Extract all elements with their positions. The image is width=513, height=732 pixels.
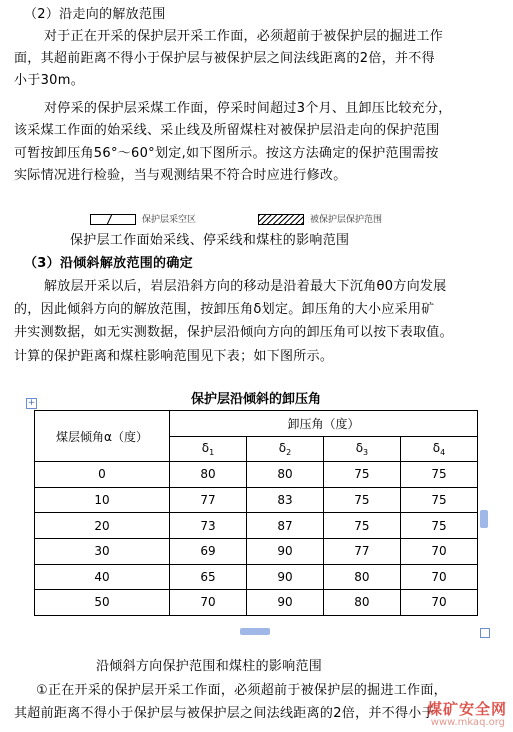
para3-line2: 的，因此倾斜方向的解放范围，按卸压角δ划定。卸压角的大小应采用矿 [14, 302, 435, 317]
table-row [35, 513, 478, 539]
para1-line3: 小于30m。 [14, 73, 85, 88]
table-resize-bottom-handle[interactable] [240, 628, 270, 635]
table-cell: 77 [170, 487, 247, 513]
table-cell: 75 [323, 462, 400, 488]
site-watermark: 煤矿安全网 [426, 700, 507, 718]
table-cell: 90 [246, 590, 323, 616]
para2-line4: 实际情况进行检验，当与观测结果不符合时应进行修改。 [14, 168, 347, 183]
table-row [35, 590, 478, 616]
table-cell: 75 [323, 487, 400, 513]
legend-protected: 被保护层保护范围 [258, 212, 382, 226]
table-move-handle-icon[interactable]: + [27, 398, 36, 408]
table-cell: 80 [170, 462, 247, 488]
table-cell: 75 [400, 462, 477, 488]
table-cell: 87 [246, 513, 323, 539]
legend-goaf: 保护层采空区 [90, 212, 196, 226]
table-row [35, 538, 478, 564]
table-cell: 75 [400, 487, 477, 513]
table-cell: 80 [246, 462, 323, 488]
table-cell: 77 [323, 538, 400, 564]
section-heading-3: （3）沿倾斜解放范围的确定 [24, 256, 193, 271]
hatch-swatch-icon [258, 214, 304, 225]
table-cell: 90 [246, 538, 323, 564]
site-watermark-url: www.mkaq.org [430, 717, 505, 728]
table-cell: 73 [170, 513, 247, 539]
table-cell: 10 [35, 487, 170, 513]
sub-header: $\delta_4$ [400, 436, 477, 462]
unloading-angle-table [34, 410, 478, 616]
sub-header: $\delta_1$ [170, 436, 247, 462]
para1-line1: 对于正在开采的保护层开采工作面，必须超前于被保护层的掘进工作 [44, 29, 444, 44]
table-cell: 90 [246, 564, 323, 590]
figure-caption: 保护层工作面始采线、停采线和煤柱的影响范围 [70, 233, 350, 248]
table-row [35, 462, 478, 488]
caption-2: 沿倾斜方向保护范围和煤柱的影响范围 [96, 659, 323, 674]
table-cell: 70 [400, 590, 477, 616]
table-cell: 50 [35, 590, 170, 616]
table-row [35, 487, 478, 513]
unloading-angle-table-wrap [34, 392, 478, 616]
table-cell: 70 [170, 590, 247, 616]
col-header-dip: 煤层倾角α（度） [35, 411, 170, 462]
table-row [35, 564, 478, 590]
table-resize-right-handle[interactable] [480, 510, 488, 528]
para2-line3: 可暂按卸压角56°～60°划定,如下图所示。按这方法确定的保护范围需按 [14, 146, 439, 161]
para3-line4: 计算的保护距离和煤柱影响范围见下表；如下图所示。 [14, 349, 334, 364]
table-cell: 75 [323, 513, 400, 539]
table-cell: 20 [35, 513, 170, 539]
table-cell: 40 [35, 564, 170, 590]
table-cell: 30 [35, 538, 170, 564]
para1-line2: 面，其超前距离不得小于保护层与被保护层之间法线距离的2倍，并不得 [14, 51, 435, 66]
para4-line2: 其超前距离不得小于保护层与被保护层之间法线距离的2倍，并不得小于 [14, 706, 435, 721]
para2-line1: 对停采的保护层采煤工作面，停采时间超过3个月、且卸压比较充分， [44, 101, 452, 116]
goaf-swatch-icon [90, 214, 136, 225]
table-cell: 70 [400, 538, 477, 564]
table-cell: 70 [400, 564, 477, 590]
sub-header: $\delta_3$ [323, 436, 400, 462]
table-cell: 0 [35, 462, 170, 488]
para2-line2: 该采煤工作面的始采线、采止线及所留煤柱对被保护层沿走向的保护范围 [14, 123, 440, 138]
table-cell: 69 [170, 538, 247, 564]
col-header-group: 卸压角（度） [170, 411, 478, 437]
table-cell: 80 [323, 564, 400, 590]
section-heading-2: （2）沿走向的解放范围 [24, 7, 166, 22]
table-cell: 75 [400, 513, 477, 539]
table-title: 保护层沿倾斜的卸压角 [190, 392, 321, 407]
table-resize-corner-handle[interactable] [480, 628, 490, 638]
sub-header: $\delta_2$ [246, 436, 323, 462]
table-cell: 65 [170, 564, 247, 590]
para3-line1: 解放层开采以后，岩层沿斜方向的移动是沿着最大下沉角θ0方向发展 [44, 279, 447, 294]
table-cell: 83 [246, 487, 323, 513]
table-cell: 80 [323, 590, 400, 616]
para3-line3: 井实测数据，如无实测数据，保护层沿倾向方向的卸压角可以按下表取值。 [14, 325, 453, 340]
para4-line1: ①正在开采的保护层开采工作面，必须超前于被保护层的掘进工作面， [36, 683, 447, 698]
